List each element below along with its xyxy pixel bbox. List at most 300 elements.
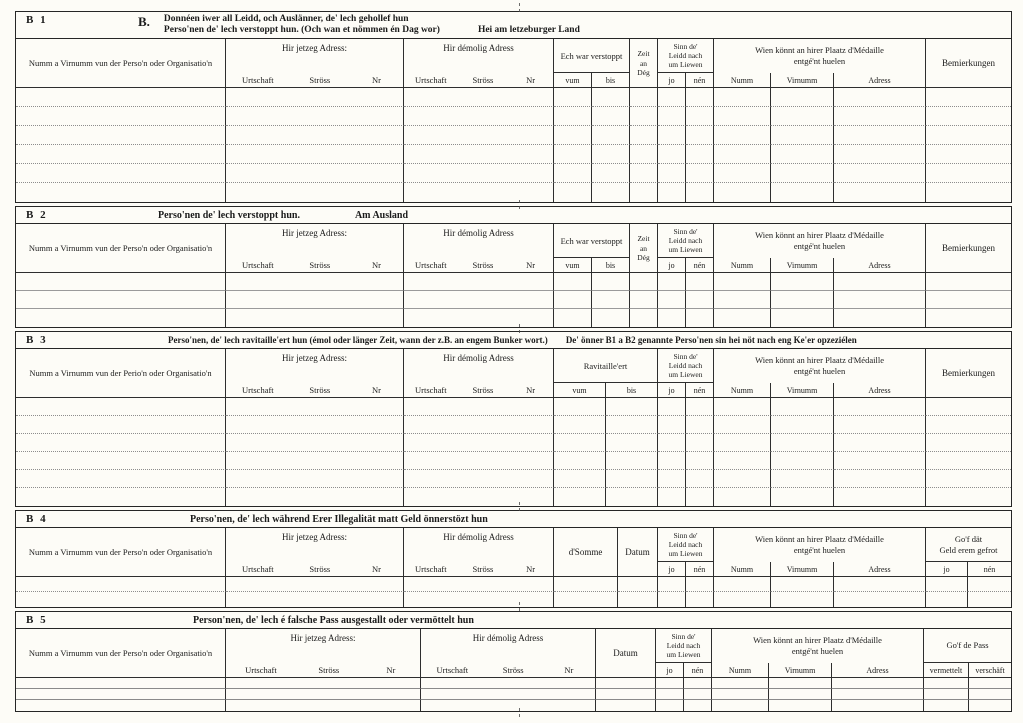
section-b1-title-suffix: Hei am letzeburger Land: [477, 25, 580, 36]
cell: [554, 183, 592, 202]
adress-label: Adress: [834, 562, 926, 577]
cell: [404, 183, 554, 202]
cell: [16, 183, 226, 202]
col-header-still-alive: [658, 349, 714, 383]
wien-line2: entgé'nt huelen: [793, 545, 846, 556]
cell: [769, 678, 832, 689]
col-header-former-address: [404, 349, 554, 398]
urtschaft-label: Urtschaft: [414, 260, 447, 271]
cell: [714, 452, 771, 470]
jo-label: jo: [658, 73, 686, 88]
cell: [834, 291, 926, 309]
zeit-line1: Zeit: [637, 48, 650, 58]
bis-label: bis: [592, 73, 630, 88]
stross-label: Ströss: [309, 260, 331, 271]
col-header-former-address: [404, 224, 554, 273]
cell: [686, 452, 714, 470]
cell: [834, 107, 926, 126]
stross-label: Ströss: [472, 75, 494, 86]
wien-line1: Wien könnt an hirer Plaatz d'Médaille: [755, 354, 884, 365]
table-b4: [16, 528, 1011, 607]
bis-label: bis: [606, 383, 658, 398]
numm-label: Numm: [714, 73, 771, 88]
cell: [630, 88, 658, 107]
cell: [16, 164, 226, 183]
cell: [714, 107, 771, 126]
cell: [686, 434, 714, 452]
jo-label: jo: [658, 562, 686, 577]
cell: [656, 689, 684, 700]
col-header-name: Numm a Virnumm vun der Perso'n oder Organisatio'n: [16, 528, 226, 577]
cell: [592, 107, 630, 126]
zeit-line3: Dég: [637, 253, 650, 263]
cell: [714, 577, 771, 592]
cell: [16, 145, 226, 164]
stross-label: Ströss: [309, 75, 331, 86]
fold-mark: [519, 708, 520, 717]
nen-label: nén: [686, 258, 714, 273]
adress-label: Adress: [832, 663, 924, 678]
cell: [714, 470, 771, 488]
cell: [834, 88, 926, 107]
former-address-label: Hir démolig Adress: [443, 353, 514, 364]
col-header-name: Numm a Virnumm vun der Perso'n oder Organisatio'n: [16, 224, 226, 273]
cell: [404, 470, 554, 488]
cell: [771, 309, 834, 327]
cell: [969, 678, 1011, 689]
stross-label: Ströss: [309, 564, 331, 575]
cell: [926, 164, 1011, 183]
urtschaft-label: Urtschaft: [414, 75, 447, 86]
sinn-line1: Sinn de': [673, 531, 698, 541]
wien-line2: entgé'nt huelen: [793, 56, 846, 67]
cell: [421, 678, 596, 689]
zeit-line2: an: [639, 58, 648, 68]
cell: [926, 309, 1011, 327]
col-header-current-address: [226, 349, 404, 398]
col-header-time-in-days: [630, 39, 658, 88]
jo-label: jo: [926, 562, 968, 577]
cell: [592, 164, 630, 183]
cell: [596, 678, 656, 689]
col-header-current-address: [226, 528, 404, 577]
col-header-remarks: Bemierkungen: [926, 349, 1011, 398]
cell: [404, 592, 554, 607]
col-header-hidden-period: Ech war verstoppt: [554, 39, 630, 73]
nr-label: Nr: [371, 260, 381, 271]
section-b4-label: B 4: [26, 513, 48, 526]
section-b2: [15, 206, 1012, 328]
cell: [554, 164, 592, 183]
stross-label: Ströss: [472, 564, 494, 575]
cell: [404, 107, 554, 126]
cell: [16, 398, 226, 416]
wien-line2: entgé'nt huelen: [793, 241, 846, 252]
section-b4-title: Perso'nen, de' lech während Erer Illegalität matt Geld önnerstözt hun: [190, 513, 488, 525]
cell: [686, 107, 714, 126]
cell: [771, 577, 834, 592]
adress-label: Adress: [834, 73, 926, 88]
jo-label: jo: [658, 383, 686, 398]
nr-label: Nr: [526, 564, 536, 575]
nr-label: Nr: [371, 564, 381, 575]
cell: [226, 164, 404, 183]
cell: [771, 488, 834, 506]
section-b1-header-band: [16, 12, 1011, 39]
sinn-line3: um Liewen: [668, 60, 703, 70]
sinn-line3: um Liewen: [668, 549, 703, 559]
cell: [554, 488, 606, 506]
verschaft-label: verschäft: [969, 663, 1011, 678]
sinn-line1: Sinn de': [671, 632, 696, 642]
section-b2-label: B 2: [26, 209, 48, 222]
nen-label: nén: [968, 562, 1011, 577]
section-b3: [15, 331, 1012, 507]
nr-label: Nr: [371, 75, 381, 86]
cell: [714, 291, 771, 309]
cell: [630, 107, 658, 126]
col-header-former-address: [404, 528, 554, 577]
cell: [226, 273, 404, 291]
cell: [926, 577, 968, 592]
numm-label: Numm: [714, 258, 771, 273]
section-b2-title-suffix: Am Ausland: [354, 209, 409, 221]
nen-label: nén: [686, 383, 714, 398]
cell: [618, 577, 658, 592]
cell: [771, 126, 834, 145]
cell: [658, 126, 686, 145]
cell: [834, 145, 926, 164]
cell: [618, 592, 658, 607]
cell: [684, 689, 712, 700]
cell: [592, 291, 630, 309]
cell: [714, 592, 771, 607]
sinn-line1: Sinn de': [673, 352, 698, 362]
section-b1-title-block: [164, 14, 580, 36]
cell: [834, 577, 926, 592]
vum-label: vum: [554, 383, 606, 398]
cell: [404, 309, 554, 327]
virnumm-label: Virnumm: [769, 663, 832, 678]
current-address-label: Hir jetzeg Adress:: [282, 43, 347, 54]
cell: [592, 273, 630, 291]
section-b5-label: B 5: [26, 614, 48, 627]
cell: [226, 398, 404, 416]
sinn-line3: um Liewen: [668, 370, 703, 380]
cell: [16, 309, 226, 327]
cell: [226, 678, 421, 689]
cell: [771, 107, 834, 126]
current-address-label: Hir jetzeg Adress:: [290, 633, 356, 644]
table-row: [16, 164, 1011, 183]
nr-label: Nr: [526, 260, 536, 271]
col-header-pass-provided: Go'f de Pass: [924, 629, 1011, 663]
fold-mark: [519, 502, 520, 511]
cell: [226, 126, 404, 145]
cell: [606, 398, 658, 416]
cell: [712, 700, 769, 711]
cell: [712, 678, 769, 689]
urtschaft-label: Urtschaft: [436, 665, 469, 676]
col-header-current-address: [226, 629, 421, 678]
wien-line1: Wien könnt an hirer Plaatz d'Médaille: [755, 44, 884, 55]
sinn-line3: um Liewen: [668, 245, 703, 255]
cell: [554, 273, 592, 291]
cell: [686, 88, 714, 107]
section-b1: [15, 11, 1012, 203]
cell: [656, 700, 684, 711]
cell: [686, 309, 714, 327]
cell: [834, 398, 926, 416]
wien-line1: Wien könnt an hirer Plaatz d'Médaille: [753, 634, 882, 645]
col-header-medal-recipient: [714, 224, 926, 258]
cell: [16, 488, 226, 506]
cell: [404, 164, 554, 183]
col-header-still-alive: [658, 39, 714, 73]
wien-line2: entgé'nt huelen: [791, 646, 844, 657]
zeit-line2: an: [639, 243, 648, 253]
table-row: [16, 577, 1011, 592]
vum-label: vum: [554, 73, 592, 88]
cell: [926, 126, 1011, 145]
jo-label: jo: [656, 663, 684, 678]
col-header-supplied-period: Ravitaille'ert: [554, 349, 658, 383]
cell: [606, 470, 658, 488]
cell: [596, 700, 656, 711]
cell: [714, 88, 771, 107]
nen-label: nén: [686, 73, 714, 88]
cell: [771, 145, 834, 164]
sinn-line3: um Liewen: [666, 650, 701, 660]
cell: [834, 592, 926, 607]
cell: [771, 434, 834, 452]
cell: [421, 700, 596, 711]
cell: [226, 470, 404, 488]
cell: [226, 592, 404, 607]
virnumm-label: Virnumm: [771, 562, 834, 577]
cell: [969, 700, 1011, 711]
sinn-line2: Leidd nach: [668, 51, 703, 61]
cell: [421, 689, 596, 700]
cell: [16, 700, 226, 711]
cell: [684, 700, 712, 711]
cell: [771, 164, 834, 183]
section-b3-header-band: [16, 332, 1011, 349]
cell: [686, 398, 714, 416]
cell: [924, 689, 969, 700]
table-row: [16, 488, 1011, 506]
stross-label: Ströss: [309, 385, 331, 396]
col-header-name: Numm a Virnumm vun der Perio'n oder Organisatio'n: [16, 349, 226, 398]
cell: [924, 678, 969, 689]
table-row: [16, 678, 1011, 689]
cell: [926, 470, 1011, 488]
cell: [226, 452, 404, 470]
cell: [658, 434, 686, 452]
fold-mark: [519, 602, 520, 611]
wien-line2: entgé'nt huelen: [793, 366, 846, 377]
cell: [714, 164, 771, 183]
section-b1-title-line2-text: Perso'nen de' lech verstoppt hun. (Och wan et nömmen én Dag wor): [163, 25, 440, 36]
virnumm-label: Virnumm: [771, 258, 834, 273]
cell: [16, 434, 226, 452]
cell: [926, 273, 1011, 291]
cell: [832, 700, 924, 711]
cell: [404, 416, 554, 434]
cell: [658, 452, 686, 470]
urtschaft-label: Urtschaft: [242, 564, 274, 575]
urtschaft-label: Urtschaft: [242, 260, 274, 271]
cell: [686, 273, 714, 291]
nr-label: Nr: [371, 385, 381, 396]
urtschaft-label: Urtschaft: [242, 385, 274, 396]
nen-label: nén: [684, 663, 712, 678]
table-row: [16, 592, 1011, 607]
col-header-current-address: [226, 224, 404, 273]
cell: [226, 107, 404, 126]
cell: [926, 488, 1011, 506]
section-b2-title: Perso'nen de' lech verstoppt hun.: [158, 209, 300, 221]
cell: [16, 126, 226, 145]
col-header-still-alive: [658, 224, 714, 258]
cell: [834, 452, 926, 470]
table-row: [16, 398, 1011, 416]
cell: [592, 309, 630, 327]
cell: [592, 183, 630, 202]
cell: [658, 164, 686, 183]
adress-label: Adress: [834, 383, 926, 398]
current-address-label: Hir jetzeg Adress:: [282, 532, 347, 543]
cell: [686, 592, 714, 607]
sinn-line2: Leidd nach: [668, 540, 703, 550]
cell: [404, 88, 554, 107]
vum-label: vum: [554, 258, 592, 273]
cell: [926, 107, 1011, 126]
former-address-label: Hir démolig Adress: [472, 633, 544, 644]
cell: [226, 88, 404, 107]
cell: [16, 88, 226, 107]
section-b3-title-suffix: De' önner B1 a B2 genannte Perso'nen sin hei nöt nach eng Ke'er opzeziélen: [565, 335, 857, 346]
cell: [926, 434, 1011, 452]
cell: [16, 291, 226, 309]
cell: [834, 470, 926, 488]
former-address-label: Hir démolig Adress: [443, 532, 514, 543]
stross-label: Ströss: [502, 665, 524, 676]
cell: [226, 689, 421, 700]
stross-label: Ströss: [472, 260, 494, 271]
cell: [554, 309, 592, 327]
cell: [226, 309, 404, 327]
cell: [592, 126, 630, 145]
cell: [16, 470, 226, 488]
cell: [606, 434, 658, 452]
cell: [771, 88, 834, 107]
cell: [592, 88, 630, 107]
nen-label: nén: [686, 562, 714, 577]
wien-line1: Wien könnt an hirer Plaatz d'Médaille: [755, 229, 884, 240]
cell: [554, 577, 618, 592]
table-row: [16, 700, 1011, 711]
cell: [832, 678, 924, 689]
cell: [658, 145, 686, 164]
jo-label: jo: [658, 258, 686, 273]
cell: [630, 145, 658, 164]
cell: [714, 273, 771, 291]
section-b5: [15, 611, 1012, 712]
cell: [714, 434, 771, 452]
cell: [714, 398, 771, 416]
col-header-name: Numm a Virnumm vun der Perso'n oder Organisatio'n: [16, 39, 226, 88]
col-header-remarks: Bemierkungen: [926, 224, 1011, 273]
cell: [771, 291, 834, 309]
cell: [404, 273, 554, 291]
cell: [686, 470, 714, 488]
cell: [226, 700, 421, 711]
cell: [226, 416, 404, 434]
cell: [658, 577, 686, 592]
cell: [926, 183, 1011, 202]
gof-geld-line2: Geld erem gefrot: [939, 544, 998, 555]
cell: [404, 488, 554, 506]
cell: [686, 126, 714, 145]
cell: [686, 416, 714, 434]
col-header-medal-recipient: [712, 629, 924, 663]
current-address-label: Hir jetzeg Adress:: [282, 353, 347, 364]
col-header-medal-recipient: [714, 349, 926, 383]
cell: [596, 689, 656, 700]
cell: [686, 164, 714, 183]
table-row: [16, 309, 1011, 327]
table-row: [16, 291, 1011, 309]
cell: [404, 126, 554, 145]
col-header-amount: d'Somme: [554, 528, 618, 577]
page-bottom-rule: [15, 711, 1012, 712]
col-header-still-alive: [658, 528, 714, 562]
urtschaft-label: Urtschaft: [245, 665, 277, 676]
table-row: [16, 434, 1011, 452]
cell: [554, 434, 606, 452]
table-b1: [16, 39, 1011, 202]
vermettelt-label: vermettelt: [924, 663, 969, 678]
cell: [554, 416, 606, 434]
cell: [656, 678, 684, 689]
cell: [16, 592, 226, 607]
cell: [630, 273, 658, 291]
cell: [926, 398, 1011, 416]
table-row: [16, 126, 1011, 145]
table-b5: [16, 629, 1011, 711]
cell: [554, 126, 592, 145]
cell: [226, 183, 404, 202]
cell: [404, 398, 554, 416]
cell: [554, 107, 592, 126]
sinn-line2: Leidd nach: [666, 641, 701, 651]
cell: [712, 689, 769, 700]
zeit-line3: Dég: [637, 68, 650, 78]
cell: [630, 164, 658, 183]
cell: [630, 291, 658, 309]
cell: [404, 145, 554, 164]
virnumm-label: Virnumm: [771, 383, 834, 398]
col-header-name: Numm a Virnumm vun der Perso'n oder Organisatio'n: [16, 629, 226, 678]
col-header-remarks: Bemierkungen: [926, 39, 1011, 88]
col-header-medal-recipient: [714, 39, 926, 73]
cell: [606, 452, 658, 470]
cell: [554, 592, 618, 607]
cell: [834, 273, 926, 291]
table-row: [16, 107, 1011, 126]
virnumm-label: Virnumm: [771, 73, 834, 88]
